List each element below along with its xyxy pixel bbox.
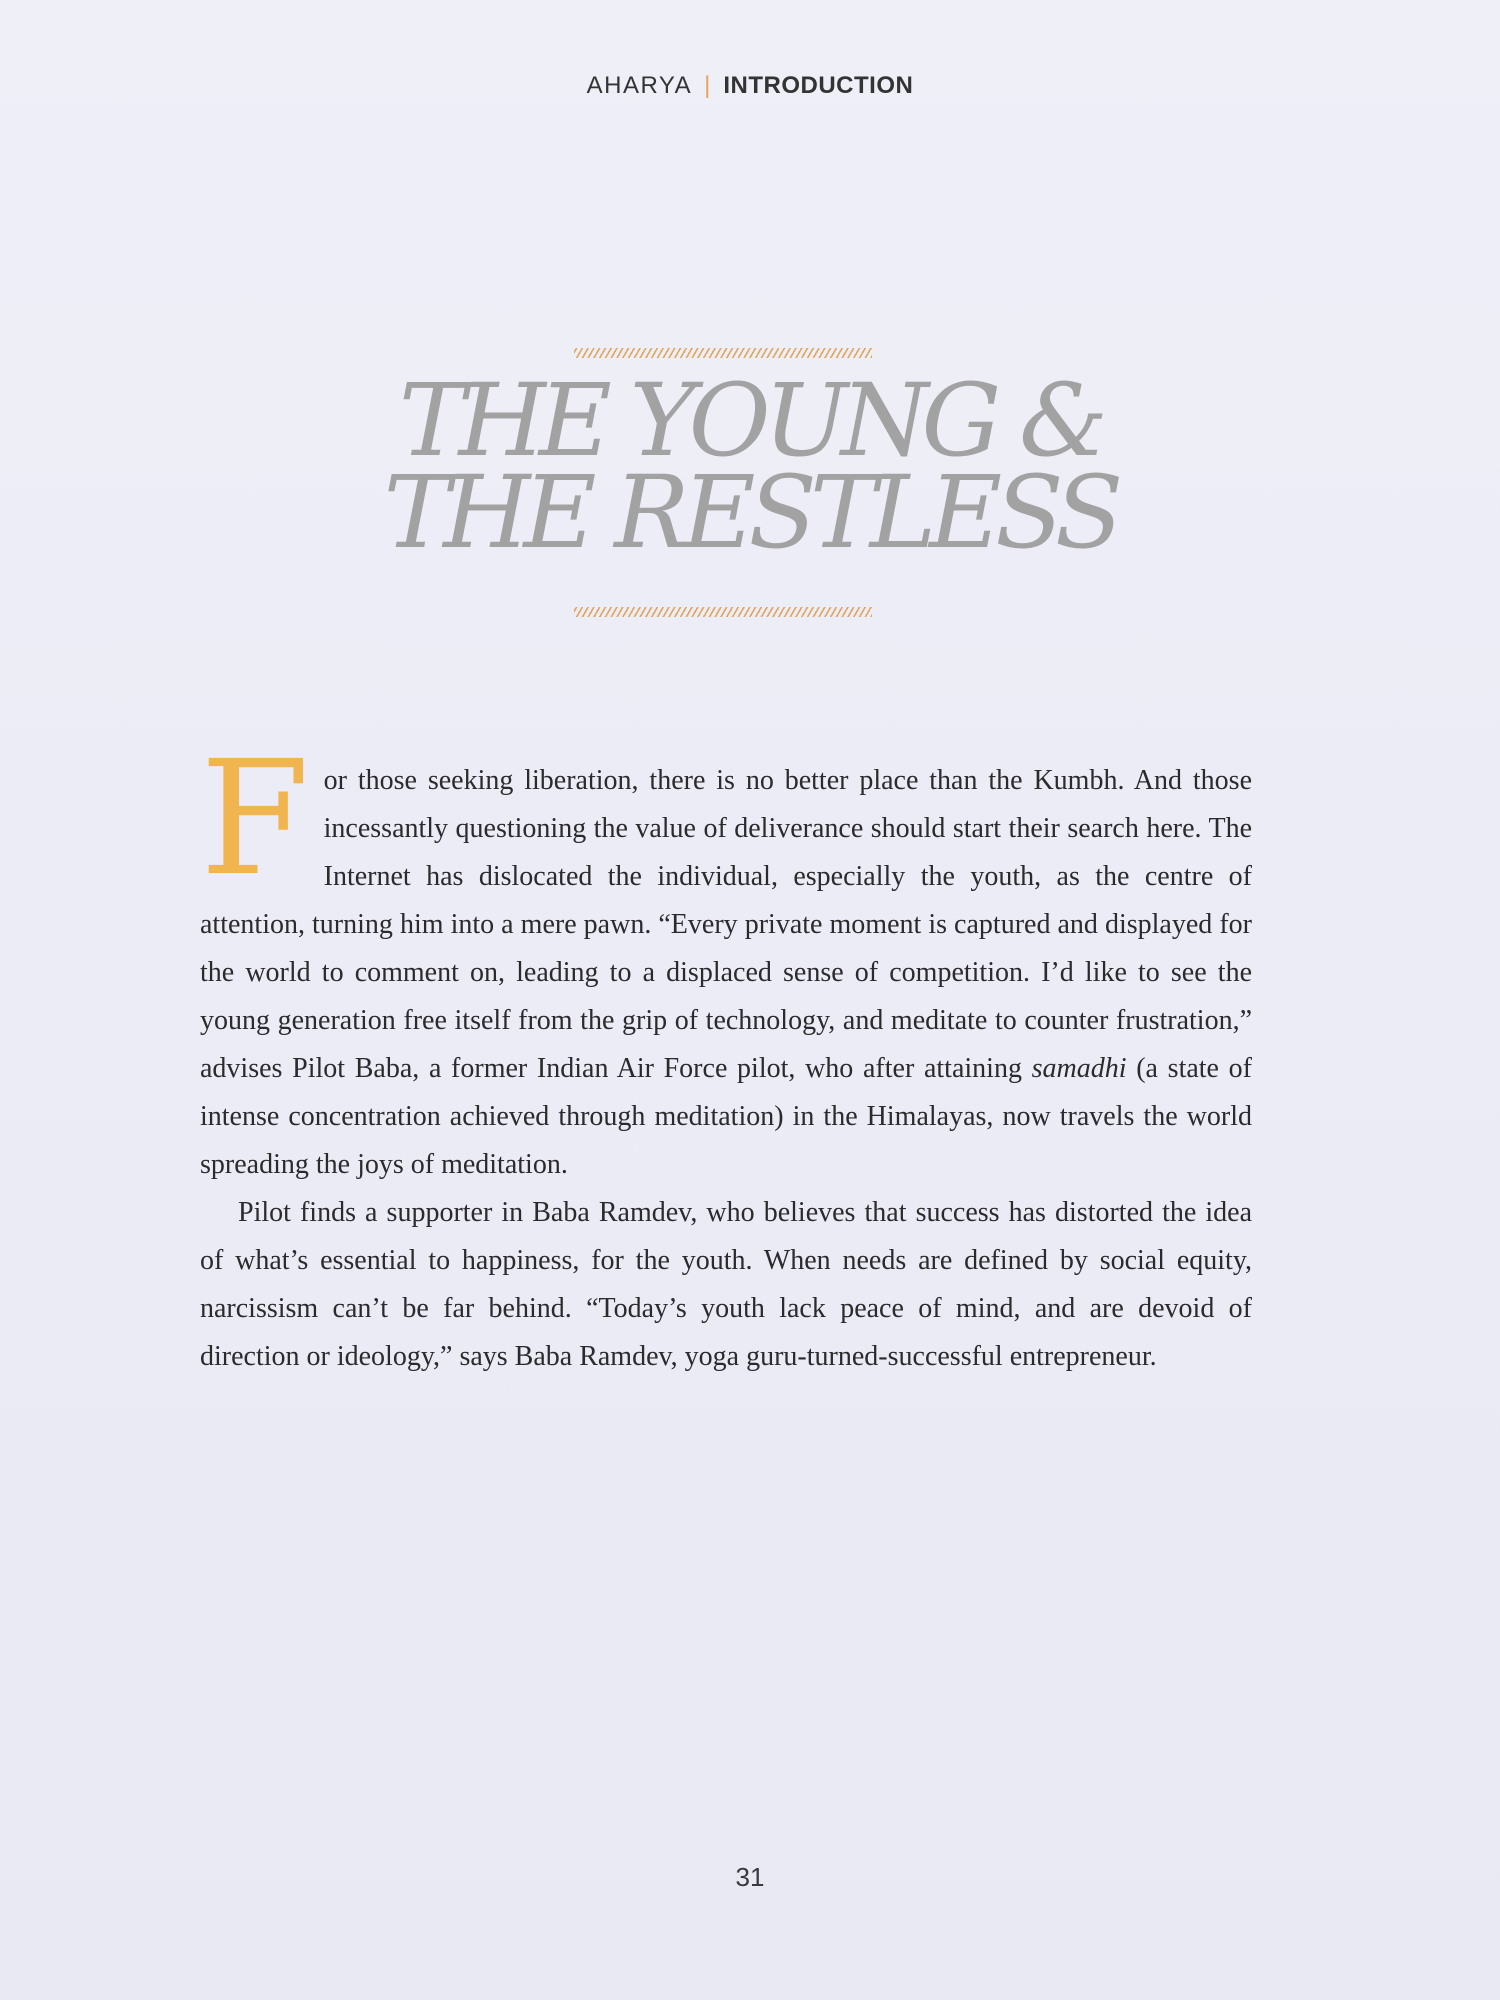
paragraph-1-italic-term: samadhi xyxy=(1031,1053,1127,1084)
article-body xyxy=(200,727,1253,1381)
paragraph-1 xyxy=(200,727,1253,1189)
article-title xyxy=(0,362,1500,571)
paragraph-1-text-end: (a state of intense concentration achieved through meditation) in the Himalayas, now travels the world spreading the joys of meditation. xyxy=(200,1053,1253,1180)
page-number: 31 xyxy=(735,1862,765,1892)
paragraph-2: Pilot finds a supporter in Baba Ramdev, who believes that success has distorted the idea of what’s essential to happiness, for the youth. When needs are defined by social equity, narcissism can’t be far behind. “Today’s youth lack peace of mind, and are devoid of direction or ideology,” says Baba Ramdev, yoga guru-turned-successful entrepreneur. xyxy=(200,1197,1252,1372)
publication-name: AHARYA xyxy=(586,72,693,99)
paragraph-1-text-start: or those seeking liberation, there is no better place than the Kumbh. And those incessantly questioning the value of deliverance should start their search here. The Internet has dislocated the individual, especially the youth, as the centre of attention, turning him into a mere pawn. “Every private moment is captured and displayed for the world to comment on, leading to a displaced sense of competition. I’d like to see the young generation free itself from the grip of technology, and meditate to counter frustration,” advises Pilot Baba, a former Indian Air Force pilot, who after attaining xyxy=(200,765,1252,1084)
section-name: INTRODUCTION xyxy=(723,72,914,99)
title-top-hatch-rule xyxy=(574,348,872,358)
article-title-line-1: THE YOUNG & xyxy=(398,362,1102,479)
header-separator: | xyxy=(704,72,712,99)
drop-cap: F xyxy=(200,727,310,911)
running-header xyxy=(0,72,1500,100)
article-title-line-2: THE RESTLESS xyxy=(383,454,1117,571)
title-bottom-hatch-rule xyxy=(574,607,872,617)
